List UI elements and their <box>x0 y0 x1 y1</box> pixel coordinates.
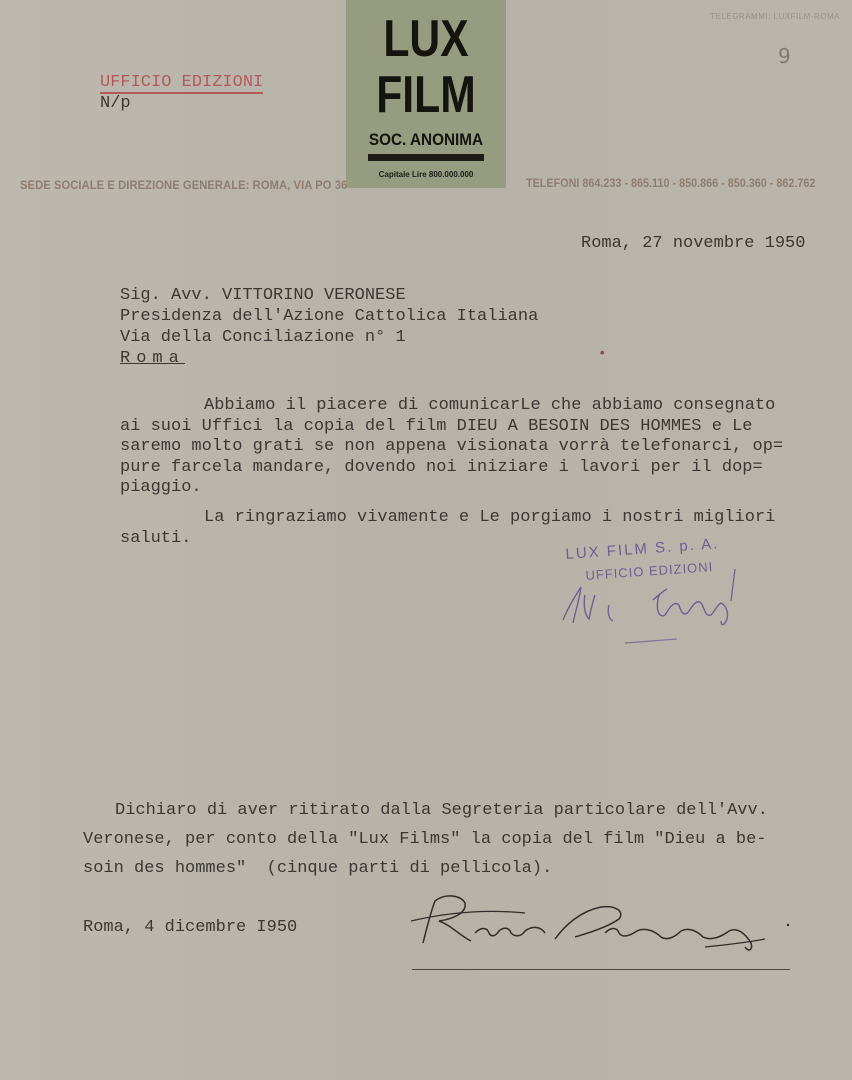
declaration-line: Dichiaro di aver ritirato dalla Segreteria particolare dell'Avv. <box>115 801 768 820</box>
recipient-street: Via della Conciliazione n° 1 <box>120 328 406 347</box>
paragraph-line: saremo molto grati se non appena visionata vorrà telefonarci, op= <box>120 437 784 456</box>
recipient-office: Presidenza dell'Azione Cattolica Italiana <box>120 307 539 326</box>
logo-capital: Capitale Lire 800.000.000 <box>378 170 474 179</box>
declaration-line: soin des hommes" (cinque parti di pellicola). <box>83 859 553 878</box>
paragraph-line: saluti. <box>120 528 192 548</box>
paragraph-line: piaggio. <box>120 478 202 497</box>
paragraph-line: La ringraziamo vivamente e Le porgiamo i nostri migliori <box>204 508 776 527</box>
company-stamp: LUX FILM S. p. A. <box>565 535 720 563</box>
signature-2 <box>405 885 805 965</box>
ink-mark: • <box>598 346 607 362</box>
paragraph-line: ai suoi Uffici la copia del film DIEU A BESOIN DES HOMMES e Le <box>120 416 753 436</box>
page-number: 9 <box>778 44 791 68</box>
logo-bar <box>368 154 484 161</box>
recipient-city: Roma <box>120 349 185 368</box>
declaration-text <box>83 796 803 883</box>
paragraph-line: Abbiamo il piacere di comunicarLe che abbiamo consegnato <box>204 396 776 415</box>
letter-date: Roma, 27 novembre 1950 <box>581 234 806 253</box>
office-stamp: UFFICIO EDIZIONI <box>585 559 714 583</box>
logo-line-lux: LUX <box>383 10 469 68</box>
signature-rule <box>412 969 790 970</box>
declaration-date: Roma, 4 dicembre I950 <box>83 918 298 937</box>
signature-1 <box>555 565 755 655</box>
office-heading: UFFICIO EDIZIONI <box>100 73 264 92</box>
reference-label: N/p <box>100 94 131 113</box>
recipient-name: Sig. Avv. VITTORINO VERONESE <box>120 286 406 305</box>
logo-line-film: FILM <box>376 66 476 124</box>
phone-numbers: TELEFONI 864.233 - 865.110 - 850.866 - 850.360 - 862.762 <box>526 176 816 190</box>
lux-film-logo <box>346 0 506 188</box>
logo-line-soc: SOC. ANONIMA <box>368 130 484 149</box>
paragraph-line: pure farcela mandare, dovendo noi iniziare i lavori per il dop= <box>120 457 763 477</box>
telegram-address: TELEGRAMMI: LUXFILM-ROMA <box>710 12 840 21</box>
letter-paragraph-1 <box>120 396 820 499</box>
declaration-line: Veronese, per conto della "Lux Films" la copia del film "Dieu a be- <box>83 830 767 849</box>
headquarters-address: SEDE SOCIALE E DIREZIONE GENERALE: ROMA, VIA PO 36 <box>20 178 348 192</box>
